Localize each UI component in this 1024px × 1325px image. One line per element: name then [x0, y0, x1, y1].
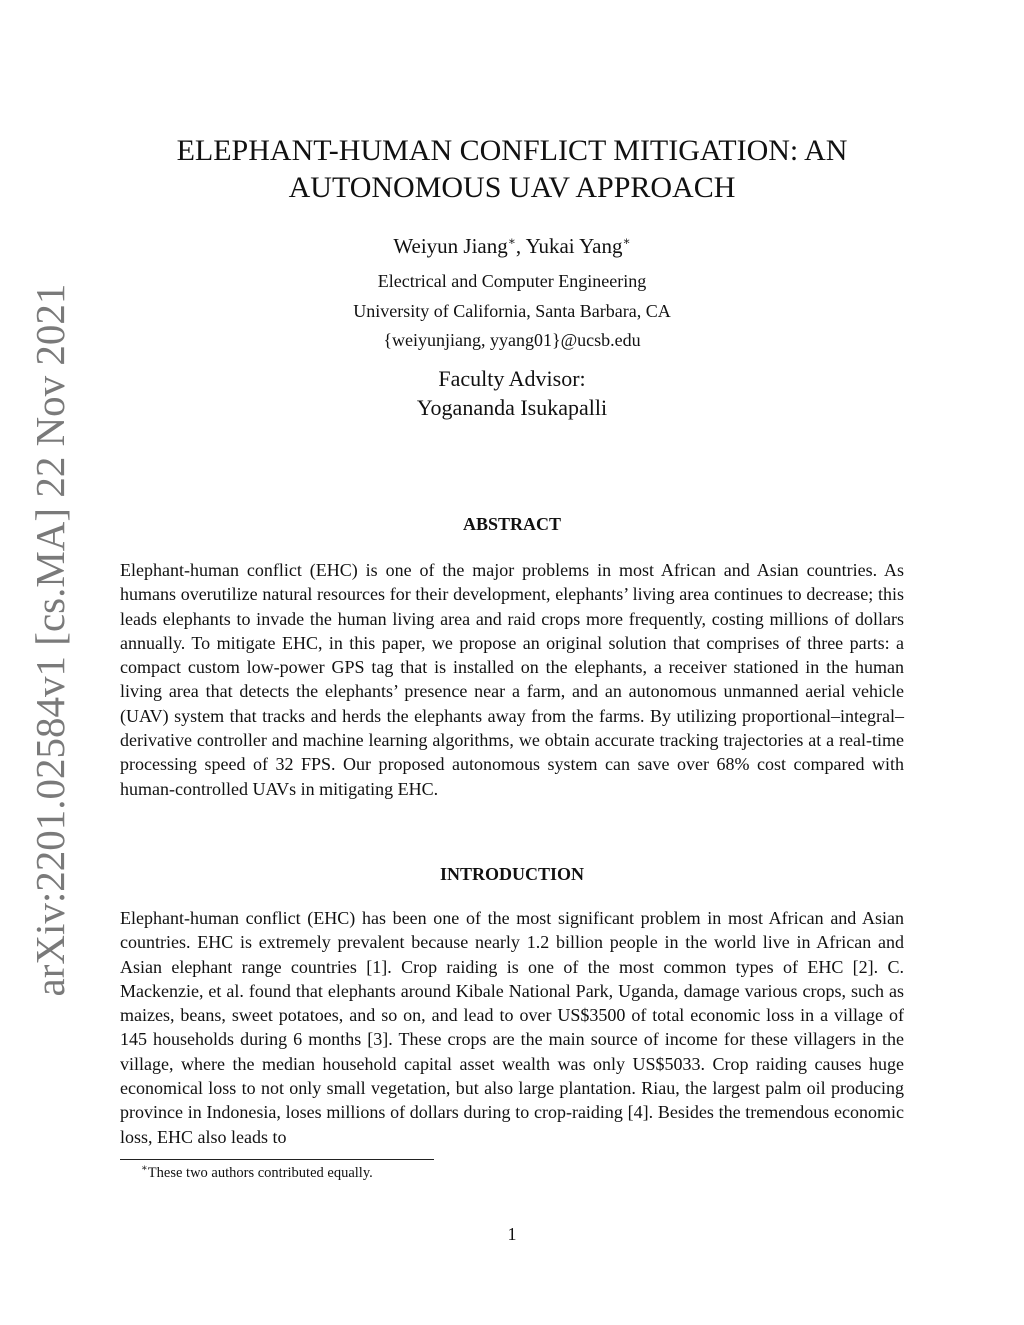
- paper-title: [120, 132, 904, 206]
- page-number: 1: [507, 1224, 517, 1244]
- author-2: Yukai Yang: [525, 234, 623, 258]
- title-line-2: AUTONOMOUS UAV APPROACH: [288, 171, 736, 204]
- footnote: [141, 1164, 373, 1182]
- footnote-divider: [120, 1159, 434, 1160]
- introduction-text: Elephant-human conflict (EHC) has been one of the most significant problem in most African and Asian countries. EHC is extremely prevalent because nearly 1.2 billion people in the world live in African and Asian elephant range countries [1]. Crop raiding is one of the most common types of EHC [2]. C. Mackenzie, et al. found that elephants around Kibale National Park, Uganda, damage various crops, such as maizes, beans, sweet potatoes, and so on, and lead to over US$3500 of total economic loss in a village of 145 households during 6 months [3]. These crops are the main source of income for these villagers in the village, where the median household capital asset wealth was only US$5033. Crop raiding causes huge economical loss to not only small vegetation, but also large plantation. Riau, the largest palm oil producing province in Indonesia, loses millions of dollars during to crop-raiding [4]. Besides the tremendous economic loss, EHC also leads to: [120, 908, 904, 1147]
- author-emails: {weiyunjiang, yyang01}@ucsb.edu: [383, 330, 641, 350]
- university: University of California, Santa Barbara, CA: [353, 300, 671, 321]
- title-line-1: ELEPHANT-HUMAN CONFLICT MITIGATION: AN: [176, 134, 848, 167]
- footnote-mark: ∗: [141, 1163, 148, 1174]
- author-separator: ,: [515, 234, 522, 258]
- abstract-heading: ABSTRACT: [462, 514, 562, 534]
- advisor-name: Yogananda Isukapalli: [416, 395, 608, 420]
- abstract-text: Elephant-human conflict (EHC) is one of the major problems in most African and Asian countries. As humans overutilize natural resources for their development, elephants’ living area continues to decrease; this leads elephants to invade the human living area and raid crops more frequently, costing millions of dollars annually. To mitigate EHC, in this paper, we propose an original solution that comprises of three parts: a compact custom low-power GPS tag that is installed on the elephants, a receiver stationed in the human living area that detects the elephants’ presence near a farm, and an autonomous unmanned aerial vehicle (UAV) system that tracks and herds the elephants away from the farms. By utilizing proportional–integral–derivative controller and machine learning algorithms, we obtain accurate tracking trajectories at a real-time processing speed of 32 FPS. Our proposed autonomous system can save over 68% cost compared with human-controlled UAVs in mitigating EHC.: [120, 560, 904, 799]
- author-1: Weiyun Jiang: [393, 234, 508, 258]
- author-list: [120, 233, 904, 259]
- advisor-label: Faculty Advisor:: [438, 366, 586, 391]
- footnote-text: These two authors contributed equally.: [147, 1165, 373, 1181]
- department: Electrical and Computer Engineering: [377, 271, 647, 291]
- introduction-heading: INTRODUCTION: [439, 864, 585, 884]
- affiliation-block: [120, 267, 904, 356]
- author-2-mark: ∗: [622, 234, 631, 248]
- faculty-advisor-block: [120, 364, 904, 422]
- author-1-mark: ∗: [507, 234, 516, 248]
- arxiv-identifier: arXiv:2201.02584v1 [cs.MA] 22 Nov 2021: [27, 283, 73, 997]
